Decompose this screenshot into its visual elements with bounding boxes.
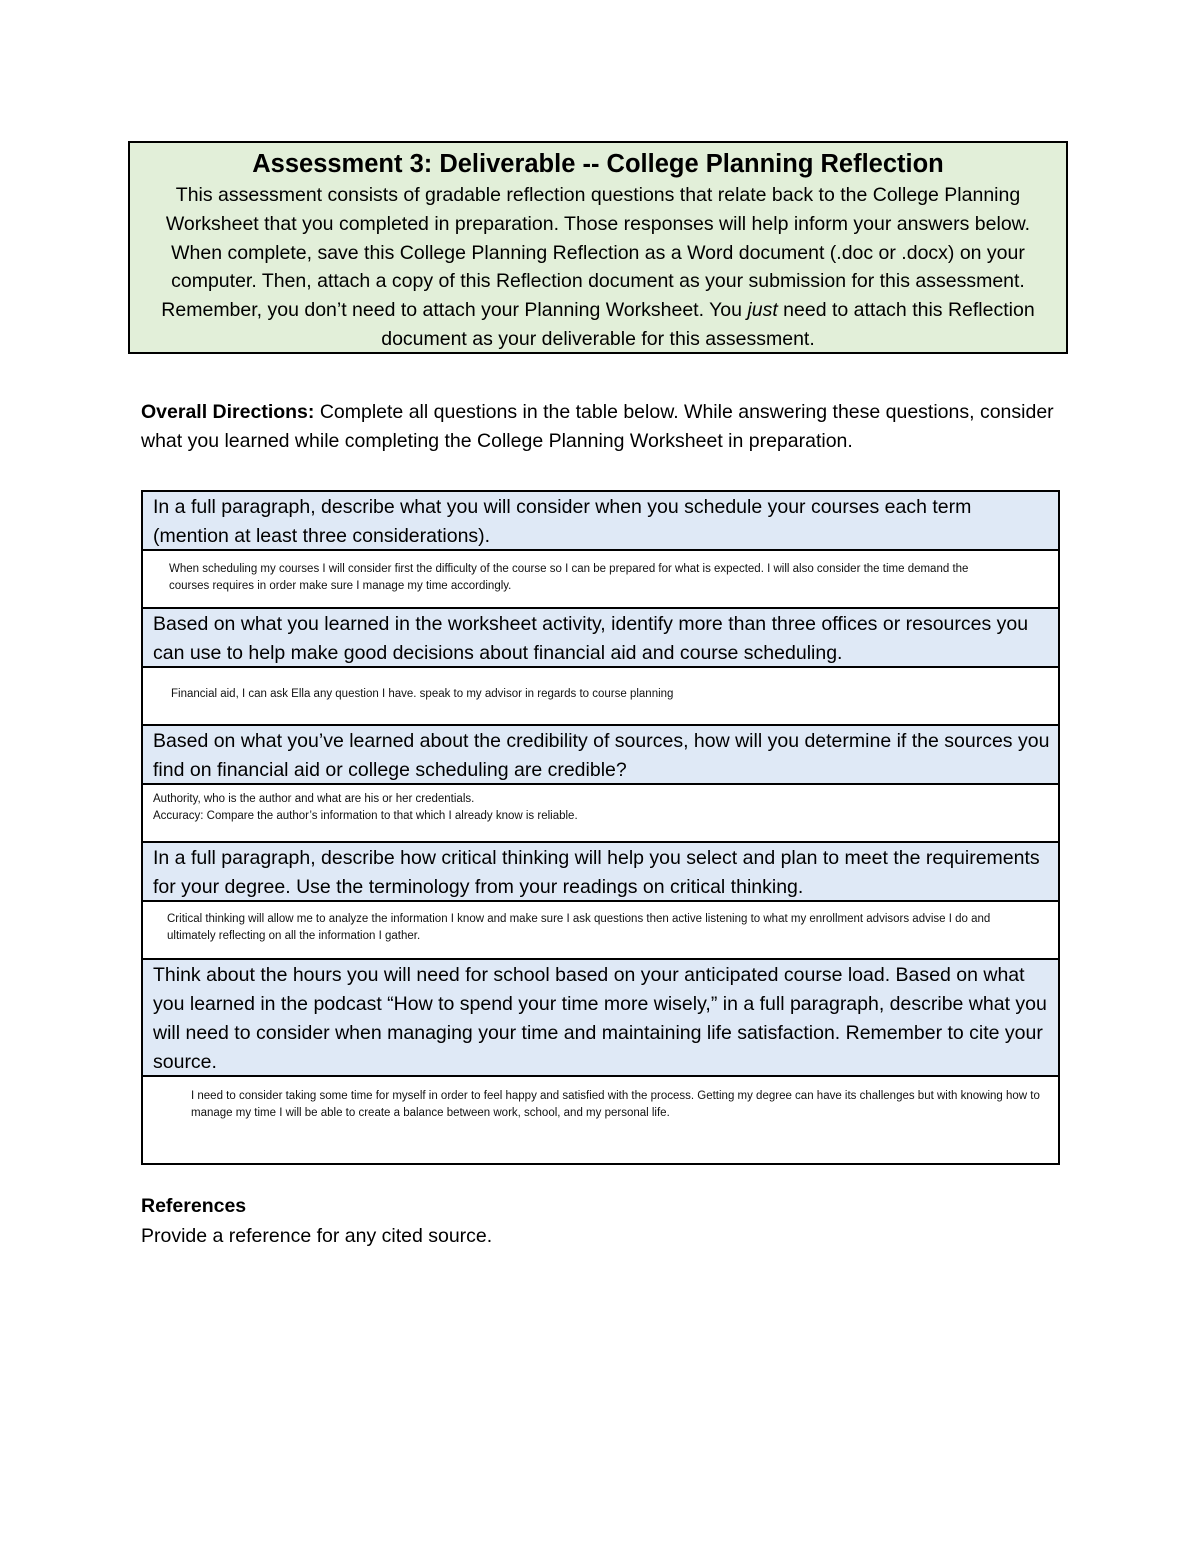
question-1: In a full paragraph, describe what you will consider when you schedule your courses each term (mention at least three considerations). <box>143 492 1058 551</box>
references-text: Provide a reference for any cited source. <box>141 1225 493 1247</box>
instructions-text-end: need to attach this Reflection document as your deliverable for this assessment. <box>381 299 1035 350</box>
references-section <box>141 1191 1081 1251</box>
question-5: Think about the hours you will need for school based on your anticipated course load. Based on what you learned in the podcast “How to spend your time more wisely,” in a full paragraph, describe what you will need to consider when managing your time and maintaining life satisfaction. Remember to cite your source. <box>143 960 1058 1077</box>
assessment-title: Assessment 3: Deliverable -- College Planning Reflection <box>252 150 944 178</box>
instructions-italic: just <box>747 299 778 322</box>
directions-label: Overall Directions: <box>141 401 315 423</box>
references-title: References <box>141 1195 247 1217</box>
question-2: Based on what you learned in the worksheet activity, identify more than three offices or resources you can use to help make good decisions about financial aid and course scheduling. <box>143 609 1058 668</box>
answer-4[interactable]: Critical thinking will allow me to analyze the information I know and make sure I ask questions then active listening to what my enrollment advisors advise I do and ultimately reflecting on all the information I gather. <box>143 902 1058 960</box>
answer-3[interactable] <box>143 785 1058 843</box>
answer-2[interactable]: Financial aid, I can ask Ella any question I have. speak to my advisor in regards to course planning <box>143 668 1058 726</box>
overall-directions <box>141 398 1081 456</box>
question-3: Based on what you’ve learned about the credibility of sources, how will you determine if the sources you find on financial aid or college scheduling are credible? <box>143 726 1058 785</box>
reflection-table <box>141 490 1060 1165</box>
answer-1[interactable]: When scheduling my courses I will consider first the difficulty of the course so I can be prepared for what is expected. I will also consider the time demand the courses requires in order make sure I manage my time accordingly. <box>143 551 1058 609</box>
question-4: In a full paragraph, describe how critical thinking will help you select and plan to meet the requirements for your degree. Use the terminology from your readings on critical thinking. <box>143 843 1058 902</box>
answer-5[interactable]: I need to consider taking some time for myself in order to feel happy and satisfied with the process. Getting my degree can have its challenges but with knowing how to manage my time I will be able to create a balance between work, school, and my personal life. <box>143 1077 1058 1163</box>
answer-3-line-1: Authority, who is the author and what are his or her credentials. <box>153 793 475 805</box>
assessment-instructions <box>140 181 1056 354</box>
directions-text: Complete all questions in the table below. While answering these questions, consider what you learned while completing the College Planning Worksheet in preparation. <box>141 401 1054 452</box>
assessment-header-box <box>128 141 1068 354</box>
instructions-text: This assessment consists of gradable reflection questions that relate back to the College Planning Worksheet that you completed in preparation. Those responses will help inform your answers below. When complete, save this College Planning Reflection as a Word document (.doc or .docx) on your computer. Then, attach a copy of this Reflection document as your submission for this assessment. Remember, you don’t need to attach your Planning Worksheet. You <box>161 184 1031 322</box>
answer-3-line-2: Accuracy: Compare the author’s information to that which I already know is reliable. <box>153 810 578 822</box>
